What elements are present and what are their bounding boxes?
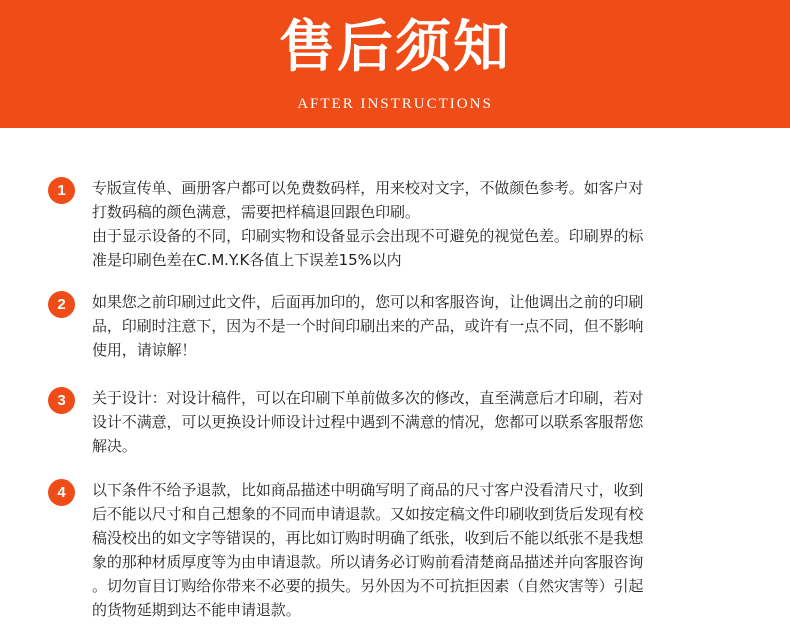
header-banner	[0, 0, 790, 128]
page-subtitle: AFTER INSTRUCTIONS	[297, 96, 493, 112]
text-line: 使用，请谅解！	[92, 341, 197, 359]
page-title: 售后须知	[279, 15, 511, 80]
text-line: 如果您之前印刷过此文件，后面再加印的，您可以和客服咨询，让他调出之前的印刷	[92, 293, 644, 311]
instruction-text	[92, 386, 728, 458]
number-badge: 1	[48, 177, 75, 204]
number-badge: 2	[48, 291, 75, 318]
instruction-text	[92, 290, 728, 362]
text-line: 打数码稿的颜色满意，需要把样稿退回跟色印刷。	[92, 203, 420, 221]
text-line: 象的那种材质厚度等为由申请退款。所以请务必订购前看清楚商品描述并向客服咨询	[92, 553, 644, 571]
instruction-text	[92, 478, 728, 622]
text-line: 解决。	[92, 437, 137, 455]
text-line: 设计不满意，可以更换设计师设计过程中遇到不满意的情况，您都可以联系客服帮您	[92, 413, 644, 431]
text-line: 品，印刷时注意下，因为不是一个时间印刷出来的产品，或许有一点不同，但不影响	[92, 317, 644, 335]
text-line: 。切勿盲目订购给你带来不必要的损失。另外因为不可抗拒因素（自然灾害等）引起	[92, 577, 644, 595]
text-line: 稿没校出的如文字等错误的，再比如订购时明确了纸张，收到后不能以纸张不是我想	[92, 529, 644, 547]
text-line: 由于显示设备的不同，印刷实物和设备显示会出现不可避免的视觉色差。印刷界的标	[92, 227, 644, 245]
number-badge: 4	[48, 479, 75, 506]
text-line: 后不能以尺寸和自己想象的不同而申请退款。又如按定稿文件印刷收到货后发现有校	[92, 505, 644, 523]
text-line: 的货物延期到达不能申请退款。	[92, 601, 301, 619]
text-line: 关于设计：对设计稿件，可以在印刷下单前做多次的修改，直至满意后才印刷，若对	[92, 389, 644, 407]
text-line: 以下条件不给予退款，比如商品描述中明确写明了商品的尺寸客户没看清尺寸，收到	[92, 481, 644, 499]
text-line: 准是印刷色差在C.M.Y.K各值上下误差15%以内	[92, 251, 402, 269]
instruction-text	[92, 176, 728, 272]
number-badge: 3	[48, 387, 75, 414]
text-line: 专版宣传单、画册客户都可以免费数码样，用来校对文字，不做颜色参考。如客户对	[92, 179, 644, 197]
